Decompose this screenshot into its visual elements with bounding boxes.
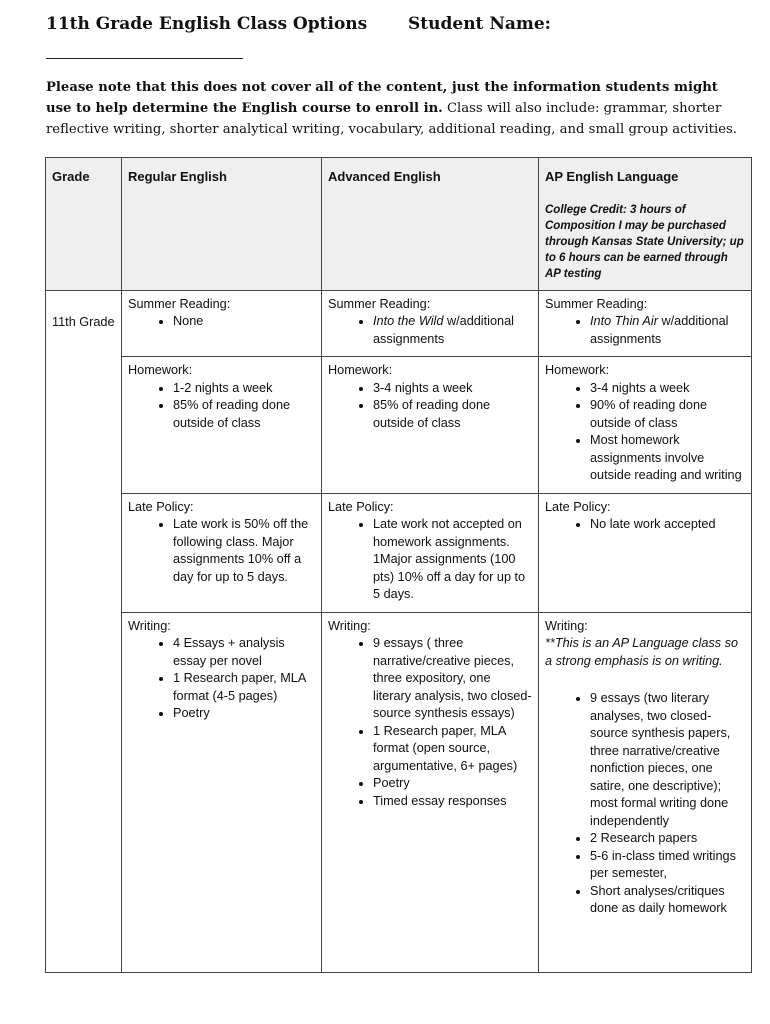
list-item: • 5-6 in-class timed writings per semester, (590, 848, 745, 883)
section-label: Homework: (328, 363, 393, 377)
bullet-list (328, 635, 532, 810)
intro-note-bold: Please note that this does not cover all of the content, just the information students might use to help determine the English course to enroll in. (46, 80, 718, 116)
bullet-list (128, 313, 315, 331)
section-label: Writing: (128, 618, 171, 633)
header-regular-english: Regular English (122, 158, 322, 291)
book-title: Into the Wild (373, 314, 444, 328)
section-label: Homework: (128, 363, 193, 377)
advanced-late-cell (322, 493, 539, 612)
section-label: Homework: (545, 363, 610, 377)
header-advanced-english: Advanced English (322, 158, 539, 291)
advanced-homework-cell (322, 357, 539, 494)
intro-note-regular: Class will also include: grammar, shorter reflective writing, shorter analytical writing, vocabulary, additional reading, and small group activities. (46, 101, 737, 137)
list-item: • 2 Research papers (590, 830, 745, 848)
bullet-list (128, 516, 315, 586)
book-note: w/additional assignments (373, 314, 514, 346)
header-ap-title: AP English Language (545, 169, 679, 184)
section-label: Late Policy: (128, 499, 194, 514)
bullet-list (545, 690, 745, 918)
table-row-late-policy (46, 493, 752, 612)
ap-writing-cell (539, 612, 752, 972)
ap-homework-cell (539, 357, 752, 494)
list-item (590, 313, 745, 348)
bullet-list (545, 380, 745, 485)
student-name-label: Student Name: (408, 14, 551, 34)
list-item: • Most homework assignments involve outside reading and writing (590, 432, 745, 485)
regular-summer-cell (122, 290, 322, 357)
list-item: • Poetry (373, 775, 532, 793)
list-item: • Timed essay responses (373, 793, 532, 811)
list-item: • 1-2 nights a week (173, 380, 315, 398)
section-label: Summer Reading: (128, 296, 231, 311)
section-label: Writing: (328, 618, 371, 633)
bullet-list (328, 313, 532, 348)
document-title: 11th Grade English Class Options (46, 14, 368, 34)
grade-cell: 11th Grade (46, 290, 122, 972)
section-label: Writing: (545, 618, 588, 633)
section-label: Late Policy: (545, 499, 611, 514)
list-item: • 85% of reading done outside of class (373, 397, 532, 432)
bullet-list (545, 313, 745, 348)
bullet-list (128, 380, 315, 433)
list-item: • 4 Essays + analysis essay per novel (173, 635, 315, 670)
section-label: Summer Reading: (545, 296, 648, 311)
section-label: Late Policy: (328, 499, 394, 514)
list-item: • Poetry (173, 705, 315, 723)
list-item: • Late work not accepted on homework assignments. 1Major assignments (100 pts) 10% off a day for up to 5 days. (373, 516, 532, 604)
advanced-writing-cell (322, 612, 539, 972)
bullet-list (328, 516, 532, 604)
list-item: • 85% of reading done outside of class (173, 397, 315, 432)
college-credit-note: College Credit: 3 hours of Composition I may be purchased through Kansas State University; up to 6 hours can be earned through AP testing (545, 203, 744, 280)
table-header-row (46, 158, 752, 291)
bullet-list (545, 516, 745, 534)
list-item: • No late work accepted (590, 516, 745, 534)
advanced-summer-cell (322, 290, 539, 357)
list-item: • 9 essays (two literary analyses, two closed-source synthesis papers, three narrative/creative nonfiction pieces, one satire, one descriptive); most formal writing done independently (590, 690, 745, 830)
list-item: • 3-4 nights a week (590, 380, 745, 398)
table-row-writing (46, 612, 752, 972)
list-item: • 9 essays ( three narrative/creative pieces, three expository, one literary analysis, two closed-source synthesis essays) (373, 635, 532, 723)
list-item: • Short analyses/critiques done as daily homework (590, 883, 745, 918)
title-row (46, 14, 746, 38)
bullet-list (128, 635, 315, 723)
section-label: Summer Reading: (328, 296, 431, 311)
list-item: • 3-4 nights a week (373, 380, 532, 398)
bullet-list (328, 380, 532, 433)
ap-writing-emphasis-note: **This is an AP Language class so a strong emphasis is on writing. (545, 636, 739, 668)
list-item (373, 313, 532, 348)
regular-late-cell (122, 493, 322, 612)
header-grade: Grade (46, 158, 122, 291)
list-item: • None (173, 313, 315, 331)
regular-homework-cell (122, 357, 322, 494)
course-options-table (45, 157, 752, 973)
header-ap-english (539, 158, 752, 291)
intro-note (46, 77, 746, 140)
table-row-homework (46, 357, 752, 494)
student-name-line (46, 58, 243, 59)
table-row-summer (46, 290, 752, 357)
ap-late-cell (539, 493, 752, 612)
book-title: Into Thin Air (590, 314, 658, 328)
list-item: • 90% of reading done outside of class (590, 397, 745, 432)
list-item: • 1 Research paper, MLA format (open source, argumentative, 6+ pages) (373, 723, 532, 776)
ap-summer-cell (539, 290, 752, 357)
document-header (46, 14, 746, 140)
list-item: • Late work is 50% off the following class. Major assignments 10% off a day for up to 5 days. (173, 516, 315, 586)
list-item: • 1 Research paper, MLA format (4-5 pages) (173, 670, 315, 705)
regular-writing-cell (122, 612, 322, 972)
book-note: w/additional assignments (590, 314, 729, 346)
